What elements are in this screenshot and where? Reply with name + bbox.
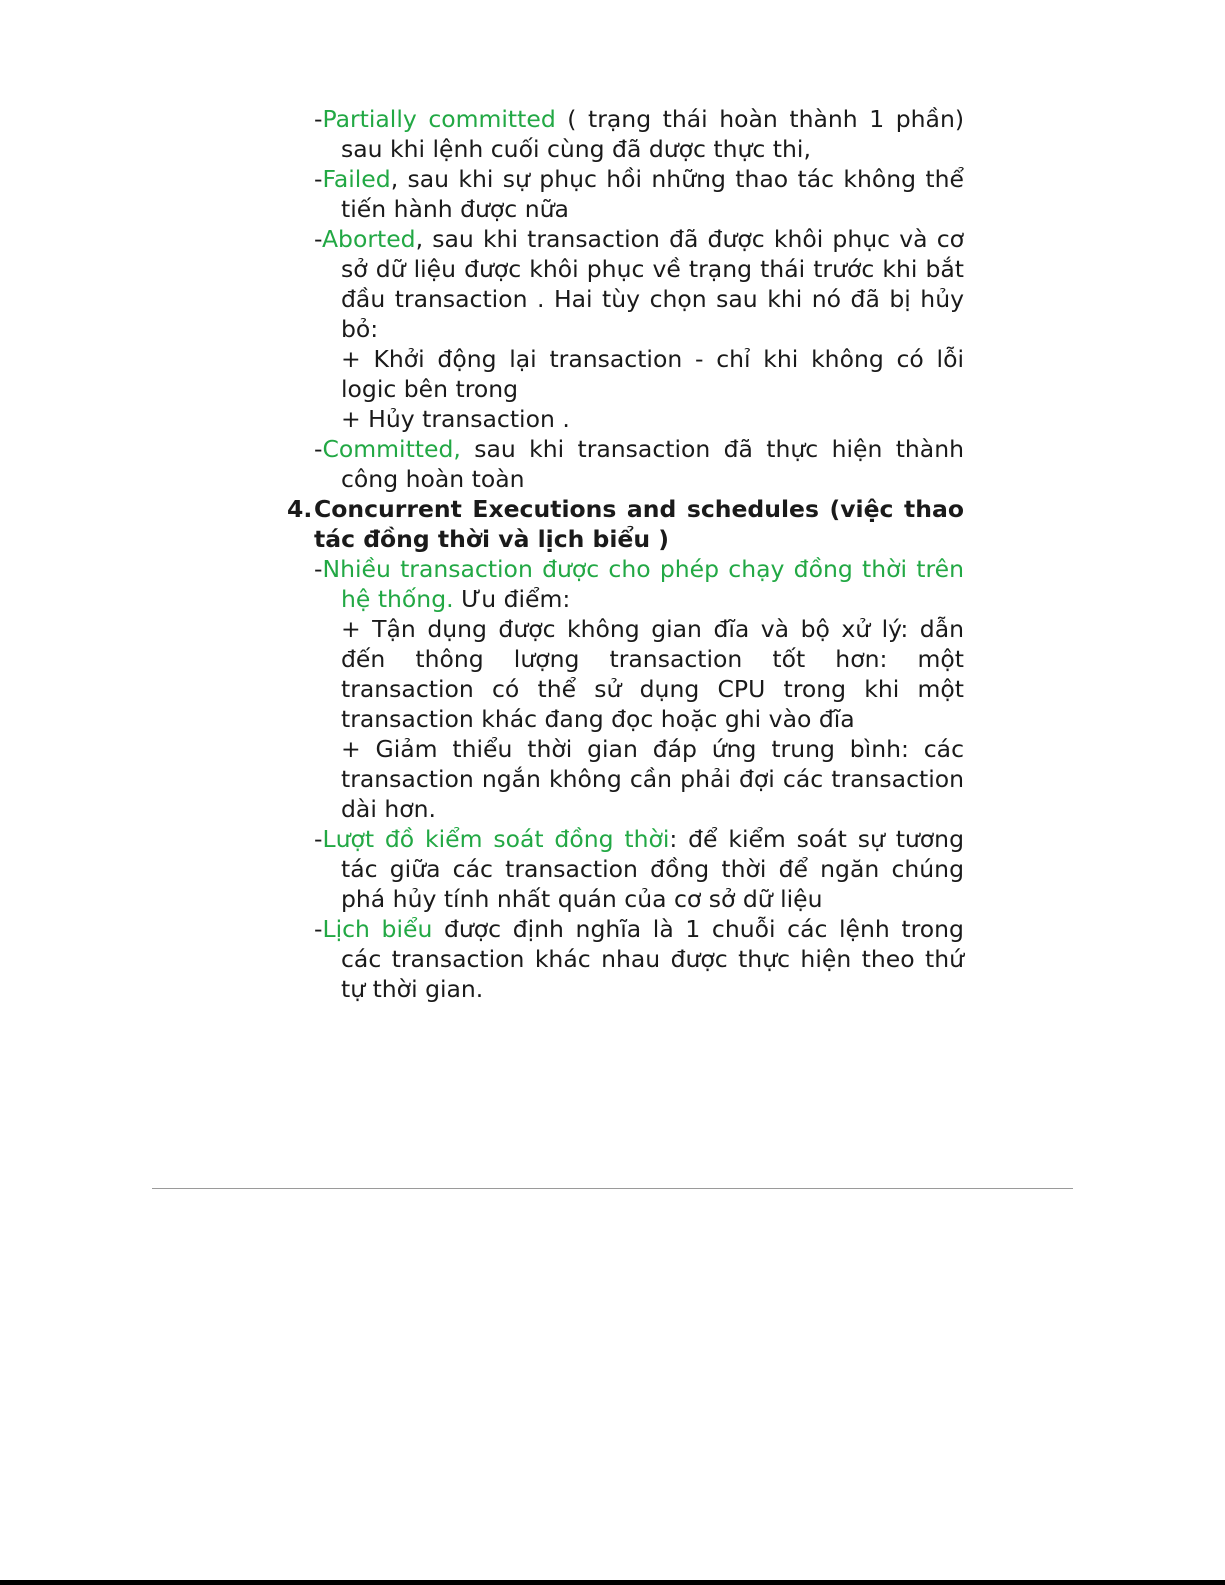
aborted-option-kill: + Hủy transaction .: [341, 405, 570, 433]
aborted-option-restart: + Khởi động lại transaction - chỉ khi không có lỗi logic bên trong: [341, 345, 964, 403]
state-term: Aborted: [321, 225, 416, 253]
bullet-dash: -: [314, 825, 323, 853]
advantage-throughput: + Tận dụng được không gian đĩa và bộ xử lý: dẫn đến thông lượng transaction tốt hơn: một transaction có thể sử dụng CPU trong khi một transaction khác đang đọc hoặc ghi vào đĩa: [341, 615, 964, 733]
state-term: Failed: [322, 165, 391, 193]
document-body: [287, 104, 964, 1004]
schedule-term: Lịch biểu: [322, 915, 433, 943]
bullet-dash: -: [314, 105, 323, 133]
state-description: ( trạng thái hoàn thành 1 phần) sau khi lệnh cuối cùng đã dược thực thi,: [341, 105, 965, 163]
concurrency-control-item: [287, 824, 964, 914]
state-description: , sau khi sự phục hồi những thao tác không thể tiến hành được nữa: [341, 165, 964, 223]
bullet-dash: -: [314, 225, 322, 253]
bullet-dash: -: [314, 165, 323, 193]
bullet-dash: -: [314, 435, 323, 463]
concurrency-control-text: : để kiểm soát sự tương tác giữa các transaction đồng thời để ngăn chúng phá hủy tính nhất quán của cơ sở dữ liệu: [341, 825, 964, 913]
page-divider: [152, 1188, 1073, 1189]
advantage-response-time: + Giảm thiểu thời gian đáp ứng trung bình: các transaction ngắn không cần phải đợi các transaction dài hơn.: [341, 735, 964, 823]
state-partially-committed: [287, 104, 964, 164]
bullet-dash: -: [314, 915, 323, 943]
section-number: 4.: [287, 495, 313, 523]
page-bottom-edge: [0, 1580, 1225, 1585]
concurrency-control-term: Lượt đồ kiểm soát đồng thời: [322, 825, 670, 853]
concurrency-text: Ưu điểm:: [453, 585, 571, 613]
state-committed: [287, 434, 964, 494]
state-aborted: [287, 224, 964, 344]
schedule-item: [287, 914, 964, 1004]
state-term: Partially committed: [322, 105, 556, 133]
state-term: Committed,: [322, 435, 461, 463]
bullet-dash: -: [314, 555, 323, 583]
schedule-text: được định nghĩa là 1 chuỗi các lệnh trong các transaction khác nhau được thực hiện theo thứ tự thời gian.: [341, 915, 964, 1003]
concurrency-item: [287, 554, 964, 614]
section-heading: [287, 494, 964, 554]
section-title: Concurrent Executions and schedules (việc thao tác đồng thời và lịch biểu ): [314, 495, 964, 553]
concurrency-term: Nhiều transaction được cho phép chạy đồng thời trên hệ thống.: [322, 555, 964, 613]
state-description: sau khi transaction đã thực hiện thành công hoàn toàn: [341, 435, 964, 493]
state-failed: [287, 164, 964, 224]
state-description: , sau khi transaction đã được khôi phục và cơ sở dữ liệu được khôi phục về trạng thái trước khi bắt đầu transaction . Hai tùy chọn sau khi nó đã bị hủy bỏ:: [341, 225, 964, 343]
